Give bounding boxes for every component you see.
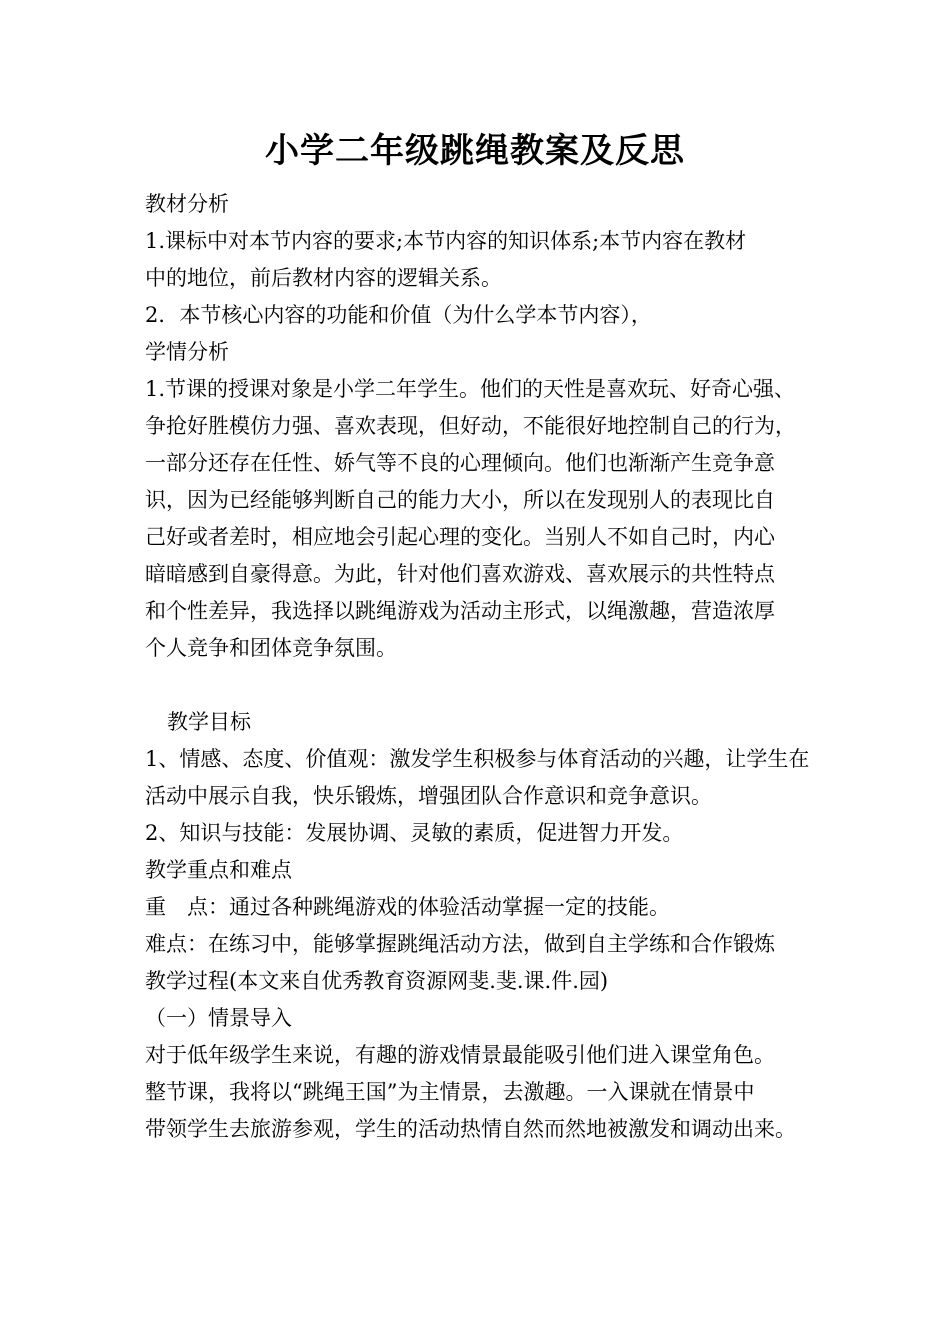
paragraph-line: 1.节课的授课对象是小学二年学生。他们的天性是喜欢玩、好奇心强、 bbox=[145, 377, 796, 401]
document-title: 小学二年级跳绳教案及反思 bbox=[265, 131, 685, 171]
section-heading-teaching-goals: 教学目标 bbox=[167, 710, 251, 734]
paragraph-line: 难点：在练习中，能够掌握跳绳活动方法，做到自主学练和合作锻炼 bbox=[145, 932, 775, 956]
paragraph-line: 中的地位，前后教材内容的逻辑关系。 bbox=[145, 266, 502, 290]
paragraph-line: 2．本节核心内容的功能和价值（为什么学本节内容）， bbox=[145, 303, 652, 327]
paragraph-line: 重 点：通过各种跳绳游戏的体验活动掌握一定的技能。 bbox=[145, 895, 670, 919]
paragraph-line: 暗暗感到自豪得意。为此，针对他们喜欢游戏、喜欢展示的共性特点 bbox=[145, 562, 775, 586]
section-heading-key-points: 教学重点和难点 bbox=[145, 858, 292, 882]
paragraph-line: 己好或者差时，相应地会引起心理的变化。当别人不如自己时，内心 bbox=[145, 525, 775, 549]
section-heading-student-analysis: 学情分析 bbox=[145, 340, 229, 364]
paragraph-line: 对于低年级学生来说，有趣的游戏情景最能吸引他们进入课堂角色。 bbox=[145, 1043, 775, 1067]
paragraph-line: 1、情感、态度、价值观：激发学生积极参与体育活动的兴趣，让学生在 bbox=[145, 747, 810, 771]
paragraph-line: 识，因为已经能够判断自己的能力大小，所以在发现别人的表现比自 bbox=[145, 488, 775, 512]
section-heading-textbook-analysis: 教材分析 bbox=[145, 192, 229, 216]
paragraph-line: 2、知识与技能：发展协调、灵敏的素质，促进智力开发。 bbox=[145, 821, 684, 845]
paragraph-line: 1.课标中对本节内容的要求;本节内容的知识体系;本节内容在教材 bbox=[145, 229, 747, 253]
section-heading-teaching-process: 教学过程(本文来自优秀教育资源网斐.斐.课.件.园) bbox=[145, 969, 609, 993]
paragraph-line: 整节课，我将以“跳绳王国”为主情景，去激趣。一入课就在情景中 bbox=[145, 1080, 755, 1104]
paragraph-line: 个人竞争和团体竞争氛围。 bbox=[145, 636, 397, 660]
paragraph-line: 带领学生去旅游参观，学生的活动热情自然而然地被激发和调动出来。 bbox=[145, 1117, 796, 1141]
paragraph-line: 活动中展示自我，快乐锻炼，增强团队合作意识和竞争意识。 bbox=[145, 784, 712, 808]
paragraph-line: 和个性差异，我选择以跳绳游戏为活动主形式，以绳激趣，营造浓厚 bbox=[145, 599, 775, 623]
subsection-heading-scene-intro: （一）情景导入 bbox=[145, 1006, 292, 1030]
blank-line bbox=[145, 667, 835, 704]
paragraph-line: 争抢好胜模仿力强、喜欢表现，但好动，不能很好地控制自己的行为， bbox=[145, 414, 796, 438]
paragraph-line: 一部分还存在任性、娇气等不良的心理倾向。他们也渐渐产生竞争意 bbox=[145, 451, 775, 475]
document-body bbox=[145, 186, 835, 1148]
